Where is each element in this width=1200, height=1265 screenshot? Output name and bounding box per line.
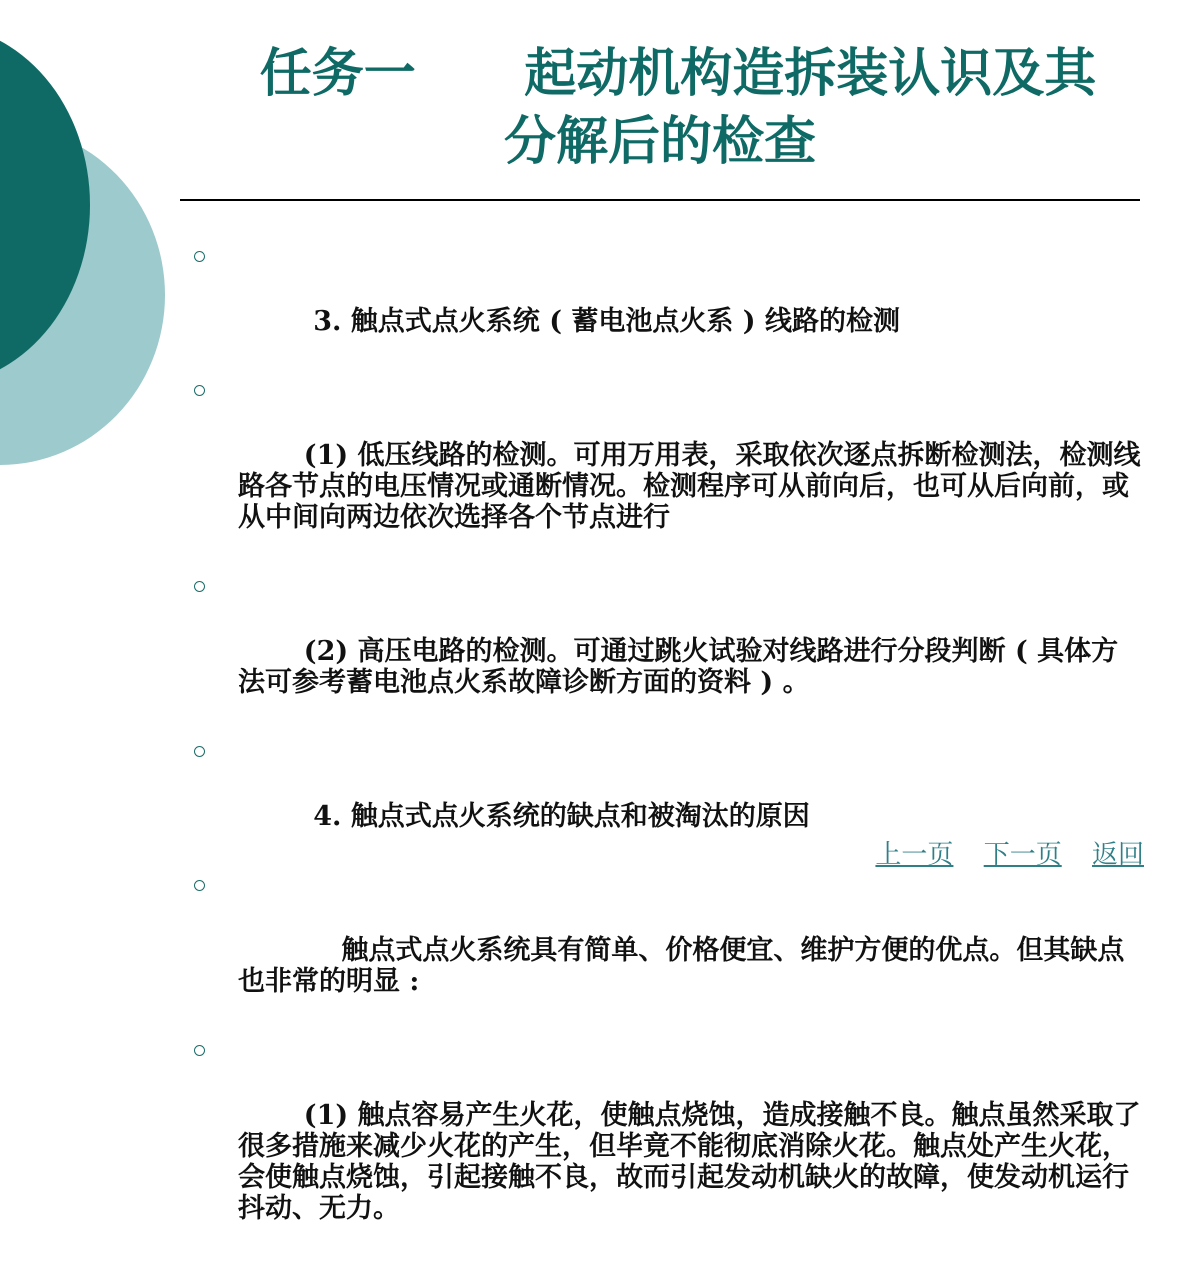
slide-title-line-2: 分解后的检查 [503,112,816,172]
bullet-text: 4. 触点式点火系统的缺点和被淘汰的原因 [275,801,810,832]
bullet-item [190,244,1145,368]
bullet-text: (2) 高压电路的检测。可通过跳火试验对线路进行分段判断 ( 具体方法可参考蓄电池点火系故障诊断方面的资料 ) 。 [238,636,1119,698]
circle-bullet-icon [194,1045,205,1056]
bullet-text: (1) 触点容易产生火花，使触点烧蚀，造成接触不良。触点虽然采取了很多措施来减少火花的产生，但毕竟不能彻底消除火花。触点处产生火花，会使触点烧蚀，引起接触不良，故而引起发动机缺火的故障，使发动机运行抖动、无力。 [238,1100,1141,1224]
circle-bullet-icon [194,581,205,592]
back-link[interactable]: 返回 [1091,840,1144,870]
bullet-item [190,1038,1145,1255]
bullet-item [190,574,1145,729]
circle-bullet-icon [194,746,205,757]
circle-bullet-icon [194,251,205,262]
circle-bullet-icon [194,385,205,396]
bullet-text: 触点式点火系统具有简单、价格便宜、维护方便的优点。但其缺点也非常的明显 : [238,935,1125,997]
prev-page-link[interactable]: 上一页 [875,840,954,870]
bullet-text: (1) 低压线路的检测。可用万用表，采取依次逐点拆断检测法，检测线路各节点的电压情况或通断情况。检测程序可从前向后，也可从后向前，或从中间向两边依次选择各个节点进行 [238,440,1141,533]
slide-title [180,40,1140,176]
title-divider [180,199,1140,201]
bullet-list [190,244,1145,1265]
circle-bullet-icon [194,880,205,891]
slide-title-line-1: 任务一 起动机构造拆装认识及其 [259,44,1097,104]
bullet-item [190,873,1145,1028]
slide-navigation [853,834,1144,871]
bullet-text: 3. 触点式点火系统 ( 蓄电池点火系 ) 线路的检测 [275,306,900,337]
bullet-item [190,378,1145,564]
next-page-link[interactable]: 下一页 [983,840,1062,870]
